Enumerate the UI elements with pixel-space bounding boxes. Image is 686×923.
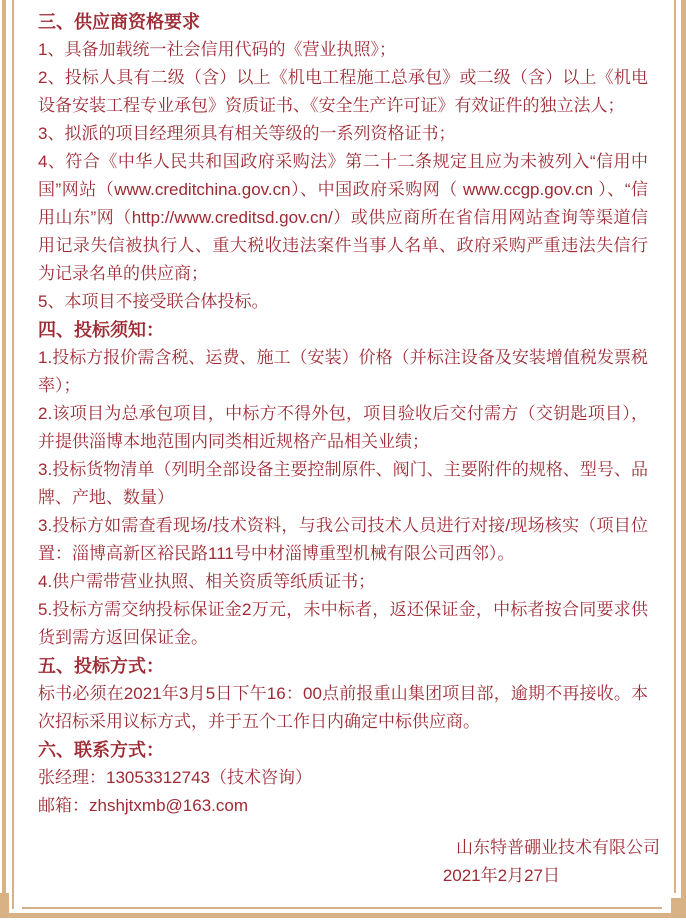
section-heading-bid-instructions: 四、投标须知：: [38, 320, 164, 340]
frame-bottom-inner-line: [22, 907, 662, 909]
list-item: 5、本项目不接受联合体投标。: [38, 292, 269, 311]
list-item: 2、投标人具有二级（含）以上《机电工程施工总承包》或二级（含）以上《机电设备安装工程专业承包》资质证书、《安全生产许可证》有效证件的独立法人；: [38, 68, 648, 115]
list-item: 5.投标方需交纳投标保证金2万元，未中标者，返还保证金，中标者按合同要求供货到需方返回保证金。: [38, 600, 648, 647]
section-heading-bid-method: 五、投标方式：: [38, 656, 164, 676]
section-heading-contact: 六、联系方式：: [38, 740, 164, 760]
list-item: 3.投标货物清单（列明全部设备主要控制原件、阀门、主要附件的规格、型号、品牌、产地、数量）: [38, 460, 648, 507]
list-item: 4、符合《中华人民共和国政府采购法》第二十二条规定且应为未被列入“信用中国”网站（www.creditchina.gov.cn）、中国政府采购网（ www.ccgp.gov.cn ）、“信用山东”网（http://www.creditsd.gov.cn/）或供应商所在省信用网站查询等渠道信用记录失信被执行人、重大税收违法案件当事人名单、政府采购严重违法失信行为记录名单的供应商；: [38, 152, 648, 283]
signature-block: [38, 834, 660, 890]
signature-company: 山东特普硼业技术有限公司: [456, 838, 660, 857]
section-heading-qualifications: 三、供应商资格要求: [38, 12, 200, 32]
contact-phone-line: 张经理：13053312743（技术咨询）: [38, 768, 313, 787]
signature-date: 2021年2月27日: [442, 866, 560, 885]
contact-email-line: 邮箱：zhshjtxmb@163.com: [38, 796, 248, 815]
list-item: 3.投标方如需查看现场/技术资料，与我公司技术人员进行对接/现场核实（项目位置：淄博高新区裕民路111号中材淄博重型机械有限公司西邻）。: [38, 516, 648, 563]
list-item: 4.供户需带营业执照、相关资质等纸质证书；: [38, 572, 376, 591]
list-item: 3、拟派的项目经理须具有相关等级的一系列资格证书；: [38, 124, 456, 143]
frame-bottom-outer-line: [0, 913, 686, 918]
list-item: 2.该项目为总承包项目，中标方不得外包，项目验收后交付需方（交钥匙项目），并提供淄博本地范围内同类相近规格产品相关业绩；: [38, 404, 648, 451]
list-item: 1、具备加载统一社会信用代码的《营业执照》；: [38, 40, 396, 59]
list-item: 1.投标方报价需含税、运费、施工（安装）价格（并标注设备及安装增值税发票税率）；: [38, 348, 648, 395]
paragraph: 标书必须在2021年3月5日下午16：00点前报重山集团项目部，逾期不再接收。本次招标采用议标方式，并于五个工作日内确定中标供应商。: [38, 684, 648, 731]
